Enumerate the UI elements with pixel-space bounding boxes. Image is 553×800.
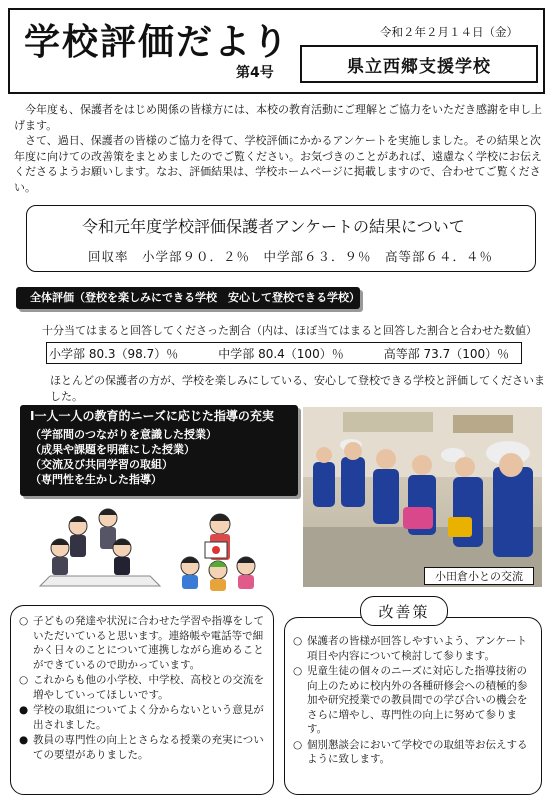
grade-result-elementary: 小学部 80.3（98.7）％: [49, 346, 179, 361]
improvements-title: 改善策: [360, 596, 448, 626]
comment-item: ○ 子どもの発達や状況に合わせた学習や指導をしていただいていると思います。連絡帳や電話等で細かく日々のことについて連携しながら進めることができているので助かっています。: [19, 615, 264, 671]
teacher-figure: [51, 539, 69, 575]
photo-scene: [303, 407, 542, 587]
focus-item: （成果や課題を明確にした授業）: [30, 443, 195, 456]
improvements-box: [284, 617, 542, 795]
overall-evaluation-banner: 全体評価（登校を楽しみにできる学校 安心して登校できる学校）: [16, 287, 360, 309]
grade-result-junior: 中学部 80.4（100）％: [218, 346, 344, 361]
comment-item: ○ これからも他の小学校、中学校、高校との交流を増やしていってほしいです。: [19, 674, 264, 701]
focus-title: Ⅰ一人一人の教育的ニーズに応じた指導の充実: [30, 409, 274, 423]
teacher-figure: [69, 516, 87, 557]
grade-result-high: 高等部 73.7（100）％: [383, 346, 510, 361]
grade-results: [46, 342, 522, 364]
response-rate: 回収率 小学部９０．２％ 中学部６３．９％ 高等部６４．４％: [88, 249, 494, 264]
teacher-with-apple: [205, 514, 230, 560]
intro-paragraph-2: さて、過日、保護者の皆様のご協力を得て、学校評価にかかるアンケートを実施しました。その結果と次年度に向けての改善策をまとめましたのでご覧ください。お気づきのことがあれば、遠慮なく学校にお伝えくださるようお願いします。なお、評価結果は、学校ホームページに掲載しますので、合わせてご覧ください。: [14, 134, 542, 194]
comment-item: ● 学校の取組についてよく分からないという意見が出されました。: [19, 704, 264, 731]
teacher-figure: [113, 539, 131, 575]
focus-item: （専門性を生かした指導）: [30, 473, 162, 486]
focus-banner: [20, 405, 298, 496]
teachers-illustration: [30, 504, 280, 596]
focus-item: （交流及び共同学習の取組）: [30, 458, 173, 471]
photo-caption: 小田倉小との交流: [424, 567, 534, 585]
focus-item: （学部間のつながりを意識した授業）: [30, 428, 217, 441]
issue-date: 令和２年２月１４日（金）: [380, 25, 518, 39]
intro-text: [14, 102, 542, 195]
child-figure: [181, 557, 199, 589]
issue-number: 第4号: [236, 65, 274, 81]
satisfied-note: 十分当てはまると回答してくださった割合（内は、ほぼ当てはまると回答した割合と合わせた数値）: [42, 324, 537, 337]
intro-paragraph-1: 今年度も、保護者をはじめ関係の皆様方には、本校の教育活動にご理解とご協力をいただき感謝を申し上げます。: [14, 103, 542, 132]
newsletter-title: 学校評価だより: [24, 22, 291, 63]
improvement-item: ○ 個別懇談会において学校での取組等お伝えするように致します。: [293, 738, 528, 765]
improvement-item: ○ 児童生徒の個々のニーズに対応した指導技術の向上のために校内外の各種研修会への積極的参加や研究授業での教員間での学び合いの機会をさらに増やし、専門性の向上に努めて参ります。: [293, 665, 528, 735]
child-figure: [209, 561, 227, 591]
overall-summary: ほとんどの保護者の方が、学校を楽しみにしている、安心して登校できる学校と評価してくださいました。: [50, 374, 545, 403]
school-name: 県立西郷支援学校: [300, 45, 538, 83]
survey-title: 令和元年度学校評価保護者アンケートの結果について: [82, 217, 465, 236]
comment-item: ● 教員の専門性の向上とさらなる授業の充実についての要望がありました。: [19, 734, 264, 761]
child-figure: [237, 557, 255, 589]
exchange-photo: [303, 407, 542, 587]
improvement-item: ○ 保護者の皆様が回答しやすいよう、アンケート項目や内容について検討して参ります。: [293, 635, 527, 662]
parent-comments-box: [10, 605, 274, 795]
